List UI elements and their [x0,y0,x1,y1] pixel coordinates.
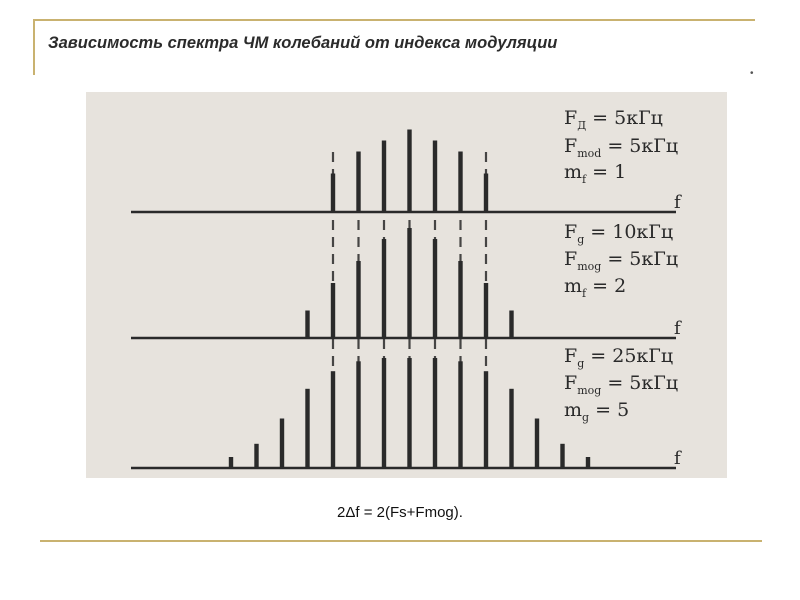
left-border-rule [33,19,35,75]
spectral-line [458,361,462,468]
bandwidth-formula: 2Δf = 2(Fs+Fmog). [337,504,463,521]
spectral-line [458,152,462,213]
spectrum-diagram [86,92,727,478]
spectral-line [356,361,360,468]
spectral-line [280,419,284,469]
spectral-line [356,152,360,213]
spectral-line [382,358,386,468]
spectral-line [484,371,488,468]
spectral-line [407,130,411,213]
spectral-line [356,261,360,338]
spectrum-parameter: $F_{mog} = 5кГц$ [564,372,679,397]
spectrum-parameter: $F_{mog} = 5кГц$ [564,248,679,273]
spectral-line [382,141,386,213]
decorative-dot: • [750,68,754,79]
axis-label-f: f [674,192,681,213]
spectrum-parameter: $F_g = 10кГц$ [564,221,674,246]
spectral-line [458,261,462,338]
spectral-line [484,283,488,338]
spectral-line [331,174,335,213]
spectrum-parameter: $m_f = 1$ [564,161,627,186]
slide-title: Зависимость спектра ЧМ колебаний от индекса модуляции [48,34,558,52]
spectral-line [331,283,335,338]
spectral-line [484,174,488,213]
spectral-line [331,371,335,468]
spectral-line [407,358,411,468]
spectrum-parameter: $F_{mod} = 5кГц$ [564,135,679,160]
spectral-line [509,311,513,339]
spectral-line [305,311,309,339]
axis-label-f: f [674,448,681,469]
spectral-line [382,239,386,338]
spectral-line [586,457,590,468]
spectral-line [433,239,437,338]
spectrum-parameter: $m_f = 2$ [564,275,627,300]
spectral-line [407,228,411,338]
spectral-line [560,444,564,468]
spectral-line [305,389,309,468]
axis-label-f: f [674,318,681,339]
spectral-line [433,141,437,213]
spectrum-figure [86,92,727,478]
top-border-rule [33,19,755,21]
bottom-border-rule [40,540,762,542]
spectrum-parameter: $F_Д = 5кГц$ [564,107,663,132]
spectrum-parameter: $m_g = 5$ [564,399,630,424]
spectral-line [229,457,233,468]
spectral-line [433,358,437,468]
spectral-line [509,389,513,468]
spectrum-parameter: $F_g = 25кГц$ [564,345,674,370]
spectral-line [254,444,258,468]
spectral-line [535,419,539,469]
